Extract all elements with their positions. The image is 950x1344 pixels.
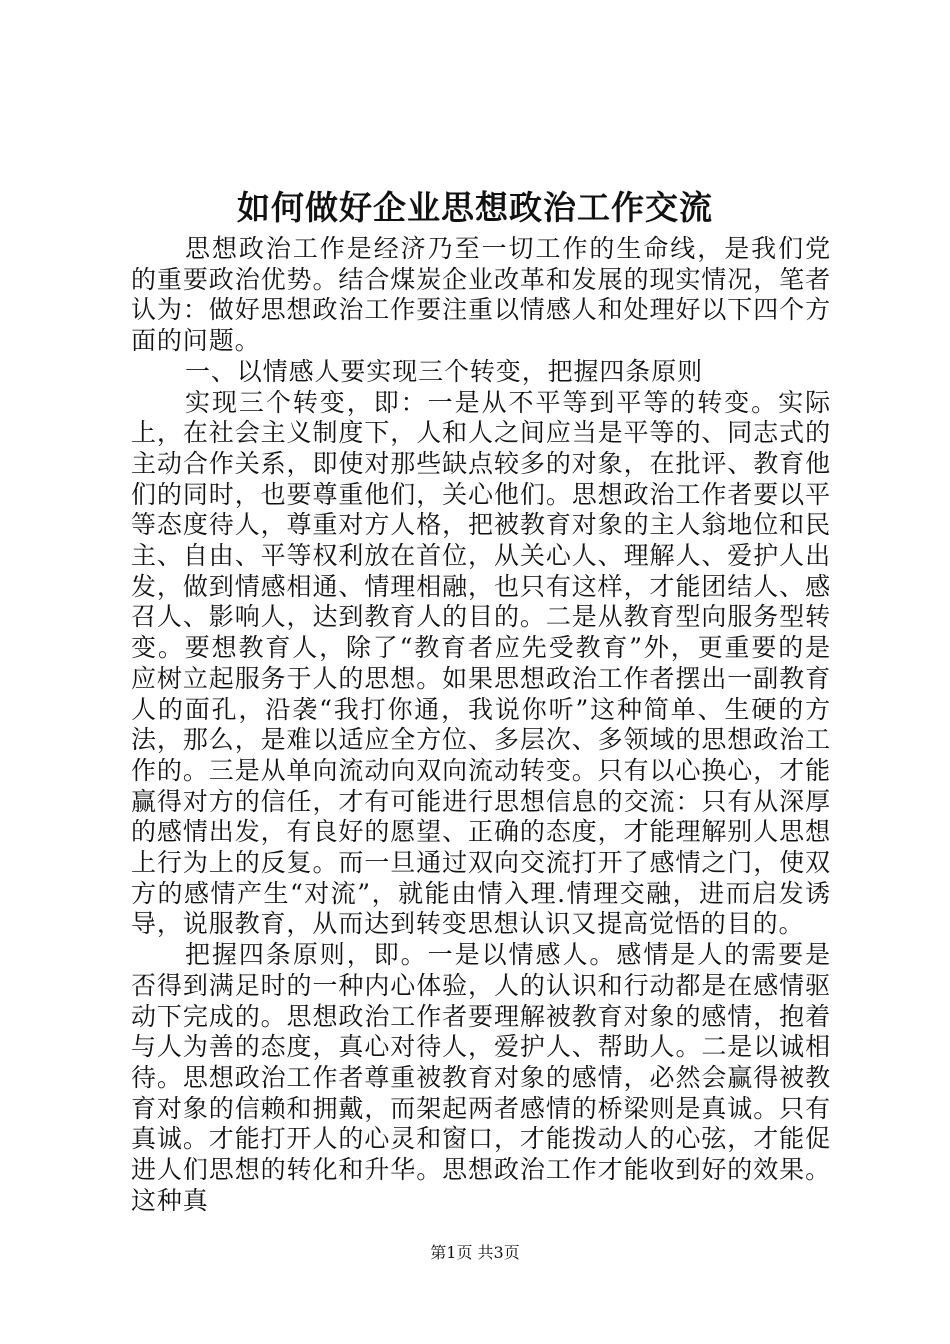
- document-body: [131, 234, 831, 1217]
- paragraph-four-principles: 把握四条原则，即。一是以情感人。感情是人的需要是否得到满足时的一种内心体验，人的认识和行动都是在感情驱动下完成的。思想政治工作者要理解被教育对象的感情，抱着与人为善的态度，真心对待人，爱护人、帮助人。二是以诚相待。思想政治工作者尊重被教育对象的感情，必然会赢得被教育对象的信赖和拥戴，而架起两者感情的桥梁则是真诚。只有真诚。才能打开人的心灵和窗口，才能拨动人的心弦，才能促进人们思想的转化和升华。思想政治工作才能收到好的效果。这种真: [131, 940, 831, 1215]
- paragraph-intro: 思想政治工作是经济乃至一切工作的生命线，是我们党的重要政治优势。结合煤炭企业改革和发展的现实情况，笔者认为：做好思想政治工作要注重以情感人和处理好以下四个方面的问题。: [131, 234, 831, 356]
- document-title: 如何做好企业思想政治工作交流: [237, 188, 713, 227]
- page-footer: 第1页 共3页: [430, 1243, 520, 1262]
- section-heading-1: 一、以情感人要实现三个转变，把握四条原则: [185, 356, 704, 386]
- paragraph-three-transformations: 实现三个转变，即：一是从不平等到平等的转变。实际上，在社会主义制度下，人和人之间应当是平等的、同志式的主动合作关系，即使对那些缺点较多的对象，在批评、教育他们的同时，也要尊重他们，关心他们。思想政治工作者要以平等态度待人，尊重对方人格，把被教育对象的主人翁地位和民主、自由、平等权利放在首位，从关心人、理解人、爱护人出发，做到情感相通、情理相融，也只有这样，才能团结人、感召人、影响人，达到教育人的目的。二是从教育型向服务型转变。要想教育人，除了“教育者应先受教育”外，更重要的是应树立起服务于人的思想。如果思想政治工作者摆出一副教育人的面孔，沿袭“我打你通，我说你听”这种简单、生硬的方法，那么，是难以适应全方位、多层次、多领域的思想政治工作的。三是从单向流动向双向流动转变。只有以心换心，才能赢得对方的信任，才有可能进行思想信息的交流：只有从深厚的感情出发，有良好的愿望、正确的态度，才能理解别人思想上行为上的反复。而一旦通过双向交流打开了感情之门，使双方的感情产生“对流”，就能由情入理.情理交融，进而启发诱导，说服教育，从而达到转变思想认识又提高觉悟的目的。: [131, 387, 831, 939]
